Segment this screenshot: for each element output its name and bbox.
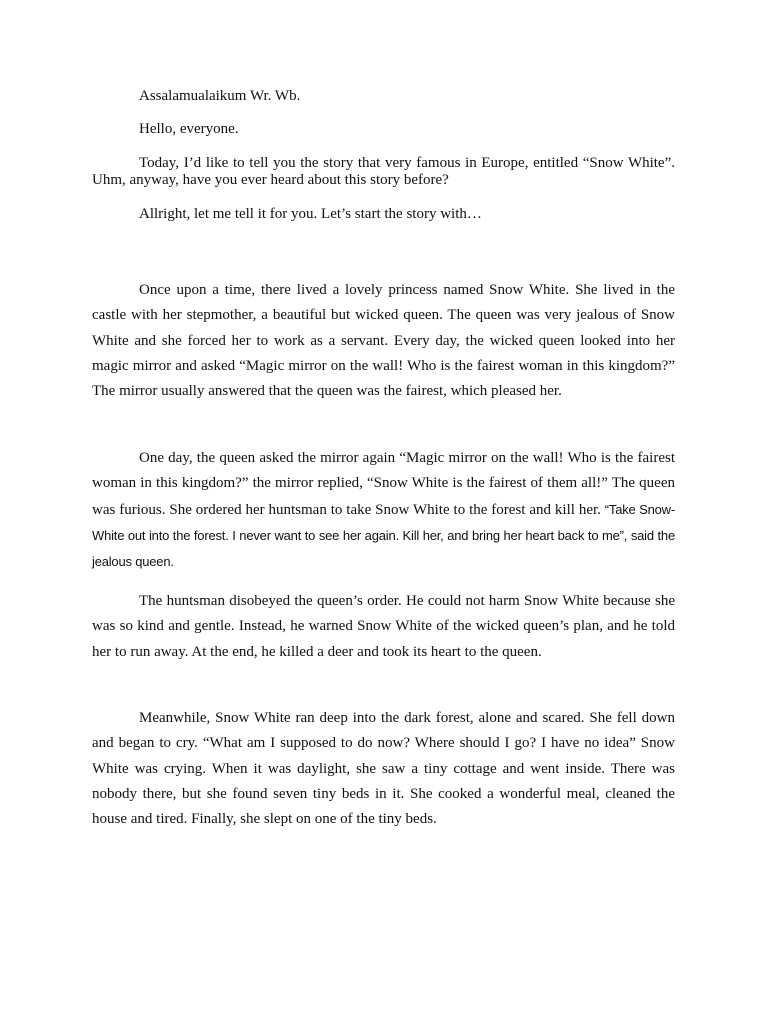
story-paragraph-4: Meanwhile, Snow White ran deep into the dark forest, alone and scared. She fell down and began to cry. “What am I supposed to do now? Where should I go? I have no idea” Snow White was crying. When it was daylight, she saw a tiny cottage and went inside. There was nobody there, but she found seven tiny beds in it. She cooked a wonderful meal, cleaned the house and tired. Finally, she slept on one of the tiny beds. bbox=[92, 710, 675, 828]
allright-paragraph: Allright, let me tell it for you. Let’s start the story with… bbox=[139, 206, 482, 222]
greeting-paragraph: Assalamualaikum Wr. Wb. bbox=[139, 88, 301, 104]
story-paragraph-2-narration: One day, the queen asked the mirror again “Magic mirror on the wall! Who is the fairest woman in this kingdom?” the mirror replied, “Snow White is the fairest of them all!” The queen was furious. She ordered her huntsman to take Snow White to the forest and kill her. bbox=[92, 450, 675, 518]
hello-paragraph: Hello, everyone. bbox=[139, 121, 239, 137]
story-paragraph-2 bbox=[92, 446, 675, 575]
story-paragraph-2-queen-quote: “Take Snow-White out into the forest. I never want to see her again. Kill her, and bring her heart back to me”, said the jealous queen. bbox=[92, 501, 675, 570]
story-paragraph-1: Once upon a time, there lived a lovely princess named Snow White. She lived in the castle with her stepmother, a beautiful but wicked queen. The queen was very jealous of Snow White and she forced her to work as a servant. Every day, the wicked queen looked into her magic mirror and asked “Magic mirror on the wall! Who is the fairest woman in this kingdom?” The mirror usually answered that the queen was the fairest, which pleased her. bbox=[92, 282, 675, 400]
story-paragraph-3: The huntsman disobeyed the queen’s order. He could not harm Snow White because she was so kind and gentle. Instead, he warned Snow White of the wicked queen’s plan, and he told her to run away. At the end, he killed a deer and took its heart to the queen. bbox=[92, 593, 675, 660]
introduction-paragraph: Today, I’d like to tell you the story that very famous in Europe, entitled “Snow White”. Uhm, anyway, have you ever heard about this story before? bbox=[92, 155, 675, 188]
